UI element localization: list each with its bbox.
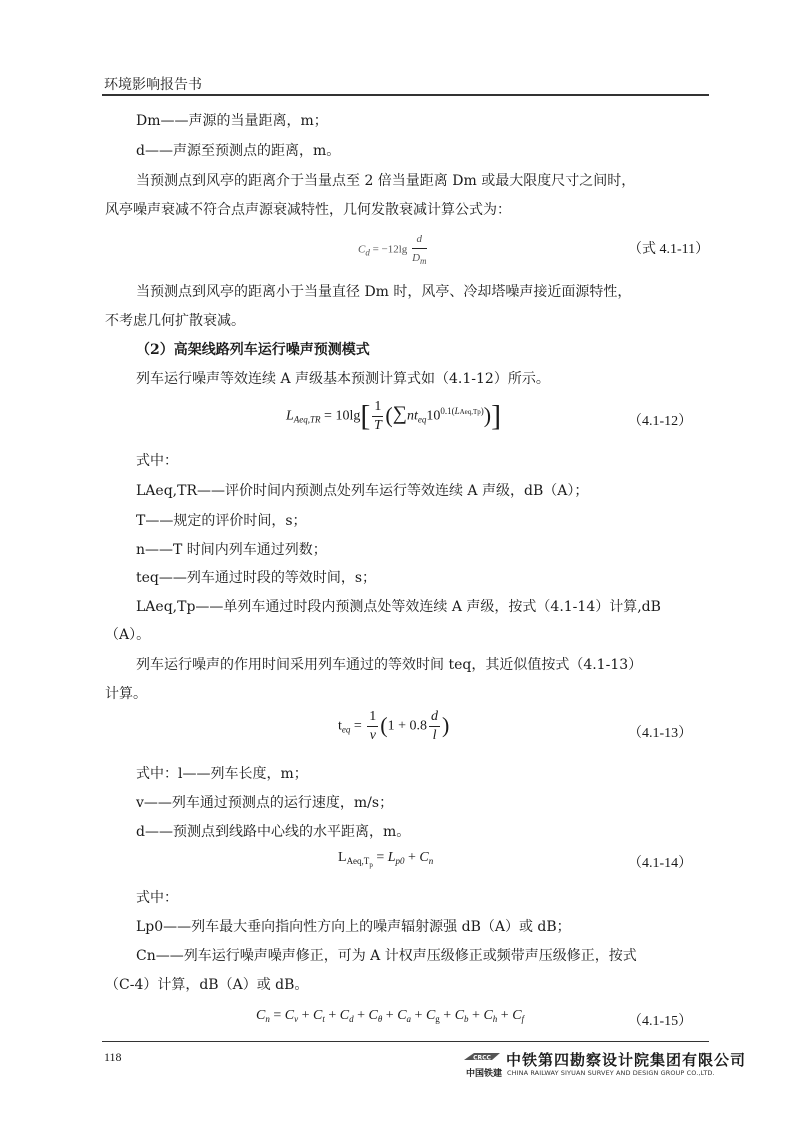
logo-mark-text: CRCC xyxy=(473,1054,491,1062)
paragraph-line: 不考虑几何扩散衰减。 xyxy=(105,313,245,329)
paragraph-line: 列车运行噪声的作用时间采用列车通过的等效时间 teq，其近似值按式（4.1-13） xyxy=(136,657,643,673)
paragraph-line: 式中： xyxy=(136,453,178,469)
company-name-cn: 中铁第四勘察设计院集团有限公司 xyxy=(506,1051,747,1069)
paragraph-line: 列车运行噪声等效连续 A 声级基本预测计算式如（4.1-12）所示。 xyxy=(136,371,550,387)
equation-4-1-11: $C_d = -12\lg$ $\frac{d}{D_m}$ xyxy=(358,230,429,270)
paragraph-line: 当预测点到风亭的距离介于当量点至 2 倍当量距离 Dm 或最大限度尺寸之间时， xyxy=(136,173,636,189)
brand-name: 中国铁建 xyxy=(466,1069,503,1079)
crcc-logo-icon xyxy=(462,1050,502,1064)
paragraph-line: 当预测点到风亭的距离小于当量直径 Dm 时，风亭、冷却塔噪声接近面源特性， xyxy=(136,284,632,300)
footer-rule xyxy=(102,1041,709,1042)
paragraph-line: 风亭噪声衰减不符合点声源衰减特性，几何发散衰减计算公式为： xyxy=(105,202,511,218)
header-rule xyxy=(102,94,709,96)
equation-number: （4.1-12） xyxy=(628,414,693,429)
equation-4-1-13: $t_{eq}$ = $\frac{1}{v}$ (1 + 0.8 $\frac{d}{l}$ ) xyxy=(338,709,450,743)
equation-number: （4.1-14） xyxy=(628,856,693,871)
definition-v: v——列车通过预测点的运行速度，m/s； xyxy=(136,795,394,811)
definition-lp0: Lp0——列车最大垂向指向性方向上的噪声辐射源强 dB（A）或 dB； xyxy=(136,919,571,935)
definition-t: T——规定的评价时间，s； xyxy=(136,513,307,529)
equation-4-1-15: $C_n = C_v + C_t + C_d + C_\theta + C_a + C_g + C_b + C_h + C_f$ xyxy=(256,1008,525,1024)
paragraph-line: 计算。 xyxy=(105,686,147,702)
definition-laeq-tp: LAeq,Tp——单列车通过时段内预测点处等效连续 A 声级，按式（4.1-14）计算,dB xyxy=(136,599,661,615)
definition-dm: Dm——声源的当量距离，m； xyxy=(136,113,328,129)
definition-cn: Cn——列车运行噪声噪声修正，可为 A 计权声压级修正或频带声压级修正，按式 xyxy=(136,948,637,964)
definition-d-horizontal: d——预测点到线路中心线的水平距离，m。 xyxy=(136,824,411,840)
equation-number: （式 4.1-11） xyxy=(628,242,710,257)
definition-laeq-tr: LAeq,TR——评价时间内预测点处列车运行等效连续 A 声级，dB（A）； xyxy=(136,483,589,499)
definition-l: 式中：l——列车长度，m； xyxy=(136,766,308,782)
equation-number: （4.1-15） xyxy=(628,1014,693,1029)
definition-n: n——T 时间内列车通过列数； xyxy=(136,542,327,558)
page-number: 118 xyxy=(104,1050,122,1064)
paragraph-line: （C-4）计算，dB（A）或 dB。 xyxy=(105,977,309,993)
definition-d: d——声源至预测点的距离，m。 xyxy=(136,143,341,159)
paragraph-line: 式中： xyxy=(136,890,178,906)
company-name-en: CHINA RAILWAY SIYUAN SURVEY AND DESIGN GROUP CO.,LTD. xyxy=(507,1069,715,1077)
equation-4-1-14: $L_{Aeq,T_p} = L_{p0} + C_n$ xyxy=(338,850,434,869)
section-heading: （2）高架线路列车运行噪声预测模式 xyxy=(136,342,370,358)
definition-teq: teq——列车通过时段的等效时间，s； xyxy=(136,570,377,586)
equation-4-1-12: $L_{Aeq,TR} = 10\lg$[ $\frac{1}{T}$ $(\sum nt_{eq}10^{0.1(LAeq,Tp)})$] xyxy=(286,399,502,433)
paragraph-line: （A）。 xyxy=(105,627,151,643)
equation-number: （4.1-13） xyxy=(628,726,693,741)
document-header-title: 环境影响报告书 xyxy=(104,77,202,93)
